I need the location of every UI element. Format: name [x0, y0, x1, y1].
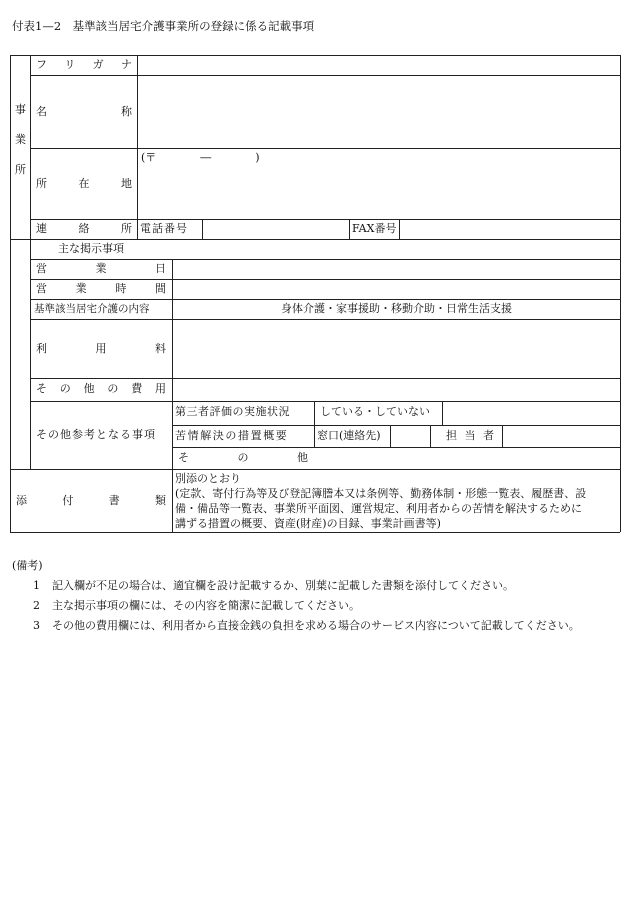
furigana-label: フ リ ガ ナ — [36, 58, 132, 71]
phone-label: 電話番号 — [140, 222, 188, 235]
third-party-eval-value[interactable]: している・していない — [320, 405, 430, 418]
registration-form-table — [10, 55, 620, 533]
note-item: 1 記入欄が不足の場合は、適宜欄を設け記載するか、別葉に記載した書類を添付してください。 — [33, 579, 514, 592]
business-days-field[interactable] — [173, 260, 619, 278]
other-costs-field[interactable] — [173, 379, 619, 400]
business-hours-label: 営 業 時 間 — [36, 282, 166, 295]
fees-field[interactable] — [173, 320, 619, 377]
reference-other-label: そ の 他 — [178, 451, 308, 464]
service-content-value: 身体介護・家事援助・移動介助・日常生活支援 — [281, 302, 512, 315]
note-item: 3 その他の費用欄には、利用者から直接金銭の負担を求める場合のサービス内容について記載してください。 — [33, 619, 580, 632]
office-group-label: 事 業 所 — [15, 103, 26, 176]
fax-label: FAX番号 — [352, 222, 397, 235]
attachments-description: 別添のとおり (定款、寄付行為等及び登記簿謄本又は条例等、勤務体制・形態一覧表、履歴書、設 備・備品等一覧表、事業所平面図、運営規定、利用者からの苦情を解決するために 講ずる措置の概要、資産(財産)の目録、事業計画書等) — [175, 472, 587, 530]
note-item: 2 主な掲示事項の欄には、その内容を簡潔に記載してください。 — [33, 599, 360, 612]
complaint-label: 苦情解決の措置概要 — [175, 429, 289, 442]
third-party-extra-field[interactable] — [443, 402, 619, 424]
notes-heading: (備考) — [12, 559, 43, 572]
window-field[interactable] — [391, 426, 429, 446]
name-label: 名 称 — [36, 105, 132, 118]
person-in-charge-field[interactable] — [503, 426, 619, 446]
name-field[interactable] — [138, 76, 619, 147]
address-field[interactable] — [138, 167, 619, 218]
business-days-label: 営 業 日 — [36, 262, 166, 275]
reference-label: その他参考となる事項 — [36, 428, 156, 441]
fees-label: 利 用 料 — [36, 342, 166, 355]
reference-other-field[interactable] — [315, 448, 619, 468]
attachments-label: 添 付 書 類 — [16, 494, 166, 507]
third-party-eval-label: 第三者評価の実施状況 — [175, 405, 290, 418]
window-label: 窓口(連絡先) — [317, 429, 381, 442]
business-hours-field[interactable] — [173, 280, 619, 298]
notes-section — [12, 556, 580, 636]
service-content-label: 基準該当居宅介護の内容 — [34, 303, 150, 315]
document-title: 付表1—2 基準該当居宅介護事業所の登録に係る記載事項 — [12, 19, 315, 33]
main-items-header: 主な掲示事項 — [58, 242, 124, 255]
other-costs-label: そ の 他 の 費 用 — [36, 382, 166, 395]
address-label: 所 在 地 — [36, 177, 132, 190]
contact-label: 連 絡 所 — [36, 222, 132, 235]
furigana-field[interactable] — [138, 56, 619, 74]
person-in-charge-label: 担 当 者 — [446, 429, 496, 442]
postal-code-text: (〒 ― ) — [141, 151, 260, 164]
fax-field[interactable] — [400, 220, 619, 238]
phone-field[interactable] — [203, 220, 348, 238]
